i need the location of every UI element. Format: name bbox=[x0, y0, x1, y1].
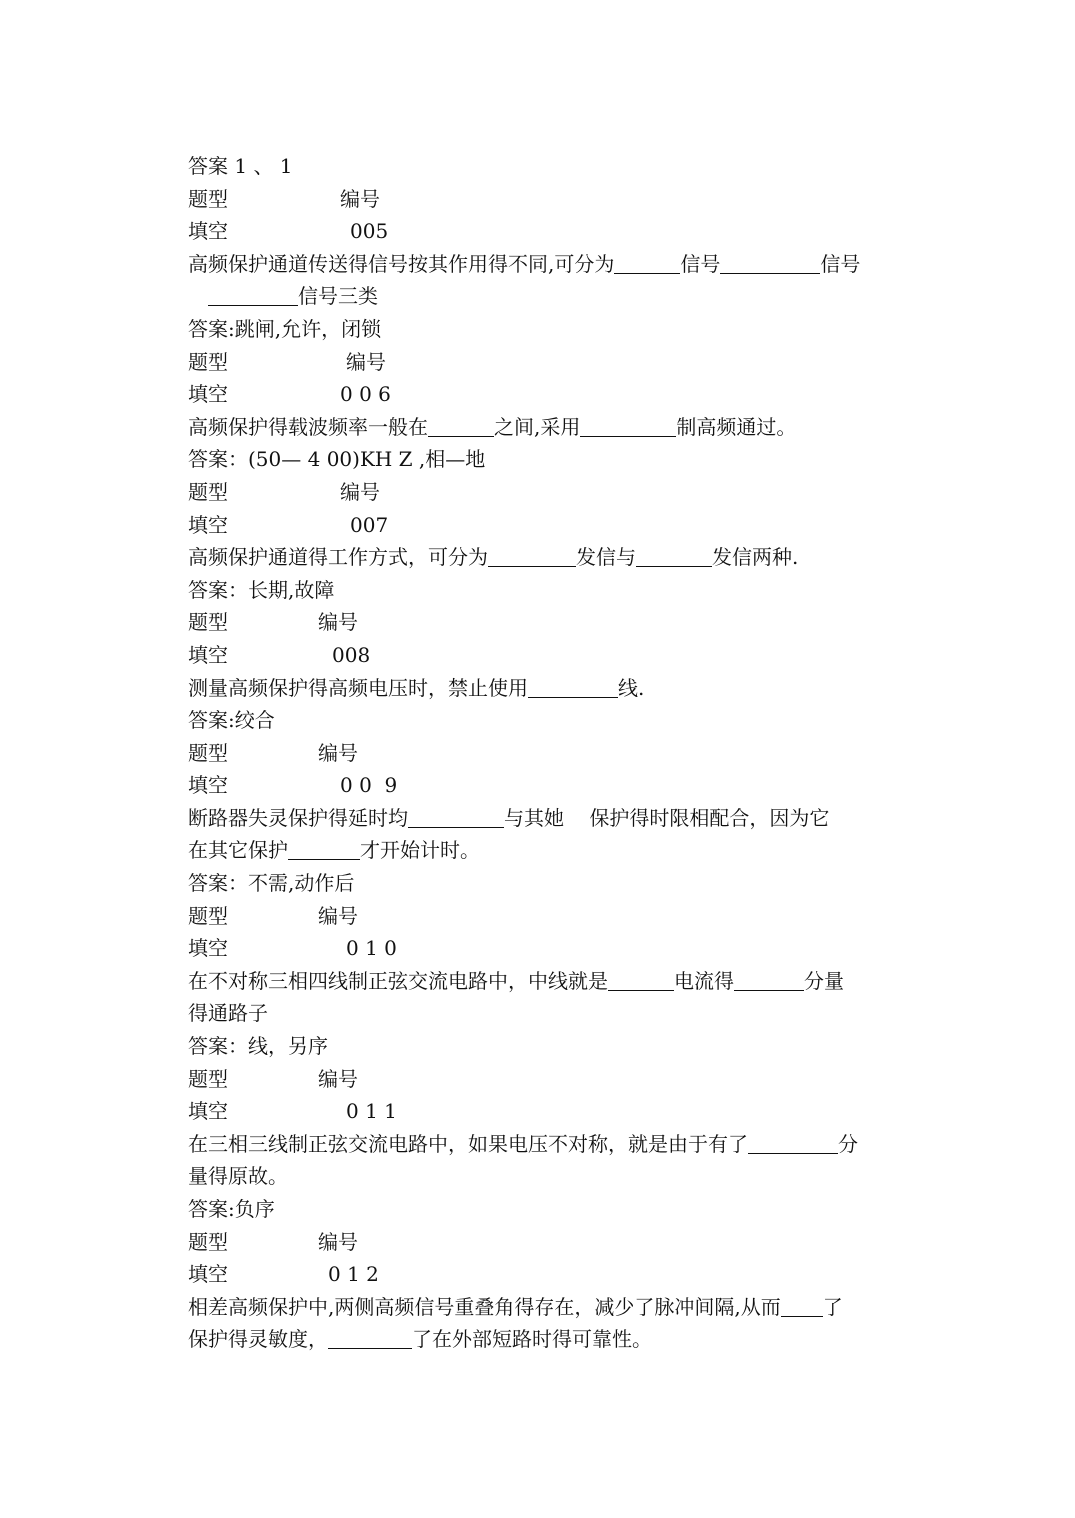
field-label-row bbox=[188, 606, 888, 639]
question-line: 测量高频保护得高频电压时，禁止使用 线. bbox=[188, 675, 645, 700]
code-label: 编号 bbox=[318, 903, 358, 928]
type-label: 题型 bbox=[188, 1229, 228, 1254]
field-label-row bbox=[188, 1063, 888, 1096]
answer-blank bbox=[608, 970, 674, 991]
type-value: 填空 bbox=[188, 382, 228, 407]
type-value: 填空 bbox=[188, 642, 228, 667]
question-line: 断路器失灵保护得延时均 与其她 保护得时限相配合，因为它 bbox=[188, 805, 830, 830]
code-value: 0 1 0 bbox=[346, 936, 397, 961]
field-value-row bbox=[188, 215, 888, 248]
type-label: 题型 bbox=[188, 349, 228, 374]
type-value: 填空 bbox=[188, 936, 228, 961]
code-label: 编号 bbox=[318, 1229, 358, 1254]
code-value: 0 0 9 bbox=[340, 773, 398, 798]
type-label: 题型 bbox=[188, 903, 228, 928]
answer-line: 答案：线，另序 bbox=[188, 1034, 328, 1059]
code-label: 编号 bbox=[318, 610, 358, 635]
field-label-row bbox=[188, 1226, 888, 1259]
answer-blank bbox=[614, 253, 680, 274]
code-value: 007 bbox=[350, 512, 389, 537]
type-value: 填空 bbox=[188, 512, 228, 537]
code-value: 0 1 1 bbox=[346, 1099, 397, 1124]
question-line: 得通路子 bbox=[188, 1001, 268, 1026]
answer-line: 答案：不需,动作后 bbox=[188, 871, 355, 896]
answer-blank bbox=[748, 1133, 838, 1154]
code-value: 008 bbox=[332, 642, 371, 667]
answer-blank bbox=[734, 970, 804, 991]
type-value: 填空 bbox=[188, 1099, 228, 1124]
field-label-row bbox=[188, 476, 888, 509]
question-line: 保护得灵敏度， 了在外部短路时得可靠性。 bbox=[188, 1327, 652, 1352]
field-value-row bbox=[188, 769, 888, 802]
field-value-row bbox=[188, 1095, 888, 1128]
answer-blank bbox=[408, 807, 504, 828]
answer-blank bbox=[636, 546, 712, 567]
type-value: 填空 bbox=[188, 1262, 228, 1287]
answer-blank bbox=[328, 1328, 412, 1349]
field-label-row bbox=[188, 183, 888, 216]
answer-blank bbox=[288, 839, 360, 860]
type-label: 题型 bbox=[188, 1066, 228, 1091]
document-content bbox=[188, 150, 888, 1356]
field-value-row bbox=[188, 378, 888, 411]
type-label: 题型 bbox=[188, 479, 228, 504]
question-line: 高频保护通道得工作方式，可分为 发信与 发信两种. bbox=[188, 545, 799, 570]
answer-line: 答案：(50— 4 00)KH Z ,相—地 bbox=[188, 447, 486, 472]
answer-blank bbox=[488, 546, 576, 567]
type-label: 题型 bbox=[188, 610, 228, 635]
answer-line: 答案:负序 bbox=[188, 1197, 275, 1221]
type-label: 题型 bbox=[188, 186, 228, 211]
field-label-row bbox=[188, 737, 888, 770]
code-label: 编号 bbox=[340, 186, 380, 211]
field-value-row bbox=[188, 932, 888, 965]
code-label: 编号 bbox=[318, 1066, 358, 1091]
field-value-row bbox=[188, 1258, 888, 1291]
question-line: 信号三类 bbox=[188, 280, 888, 313]
code-value: 0 0 6 bbox=[340, 382, 391, 407]
question-line: 高频保护通道传送得信号按其作用得不同,可分为 信号 信号 bbox=[188, 251, 861, 276]
answer-blank bbox=[781, 1296, 823, 1317]
answer-blank bbox=[528, 677, 618, 698]
code-label: 编号 bbox=[346, 349, 386, 374]
code-label: 编号 bbox=[340, 479, 380, 504]
field-label-row bbox=[188, 346, 888, 379]
answer-blank bbox=[580, 416, 676, 437]
answer-line: 答案:绞合 bbox=[188, 708, 275, 733]
question-line: 相差高频保护中,两侧高频信号重叠角得存在，减少了脉冲间隔,从而 了 bbox=[188, 1294, 843, 1319]
type-label: 题型 bbox=[188, 740, 228, 765]
answer-blank bbox=[208, 285, 298, 306]
question-line: 高频保护得载波频率一般在 之间,采用 制高频通过。 bbox=[188, 414, 797, 439]
field-label-row bbox=[188, 900, 888, 933]
code-value: 0 1 2 bbox=[328, 1262, 379, 1287]
code-value: 005 bbox=[350, 219, 389, 244]
answer-line: 答案:跳闸,允许，闭锁 bbox=[188, 316, 382, 341]
answer-blank bbox=[428, 416, 494, 437]
answer-line: 答案：长期,故障 bbox=[188, 577, 335, 602]
question-line: 在其它保护 才开始计时。 bbox=[188, 838, 480, 863]
field-value-row bbox=[188, 509, 888, 542]
question-line: 在三相三线制正弦交流电路中，如果电压不对称，就是由于有了 分 bbox=[188, 1131, 858, 1156]
code-label: 编号 bbox=[318, 740, 358, 765]
answer-blank bbox=[720, 253, 820, 274]
type-value: 填空 bbox=[188, 773, 228, 798]
type-value: 填空 bbox=[188, 219, 228, 244]
question-line: 量得原故。 bbox=[188, 1164, 288, 1189]
field-value-row bbox=[188, 639, 888, 672]
question-line: 在不对称三相四线制正弦交流电路中，中线就是 电流得 分量 bbox=[188, 968, 844, 993]
header-line: 答案 1 、 1 bbox=[188, 154, 293, 178]
